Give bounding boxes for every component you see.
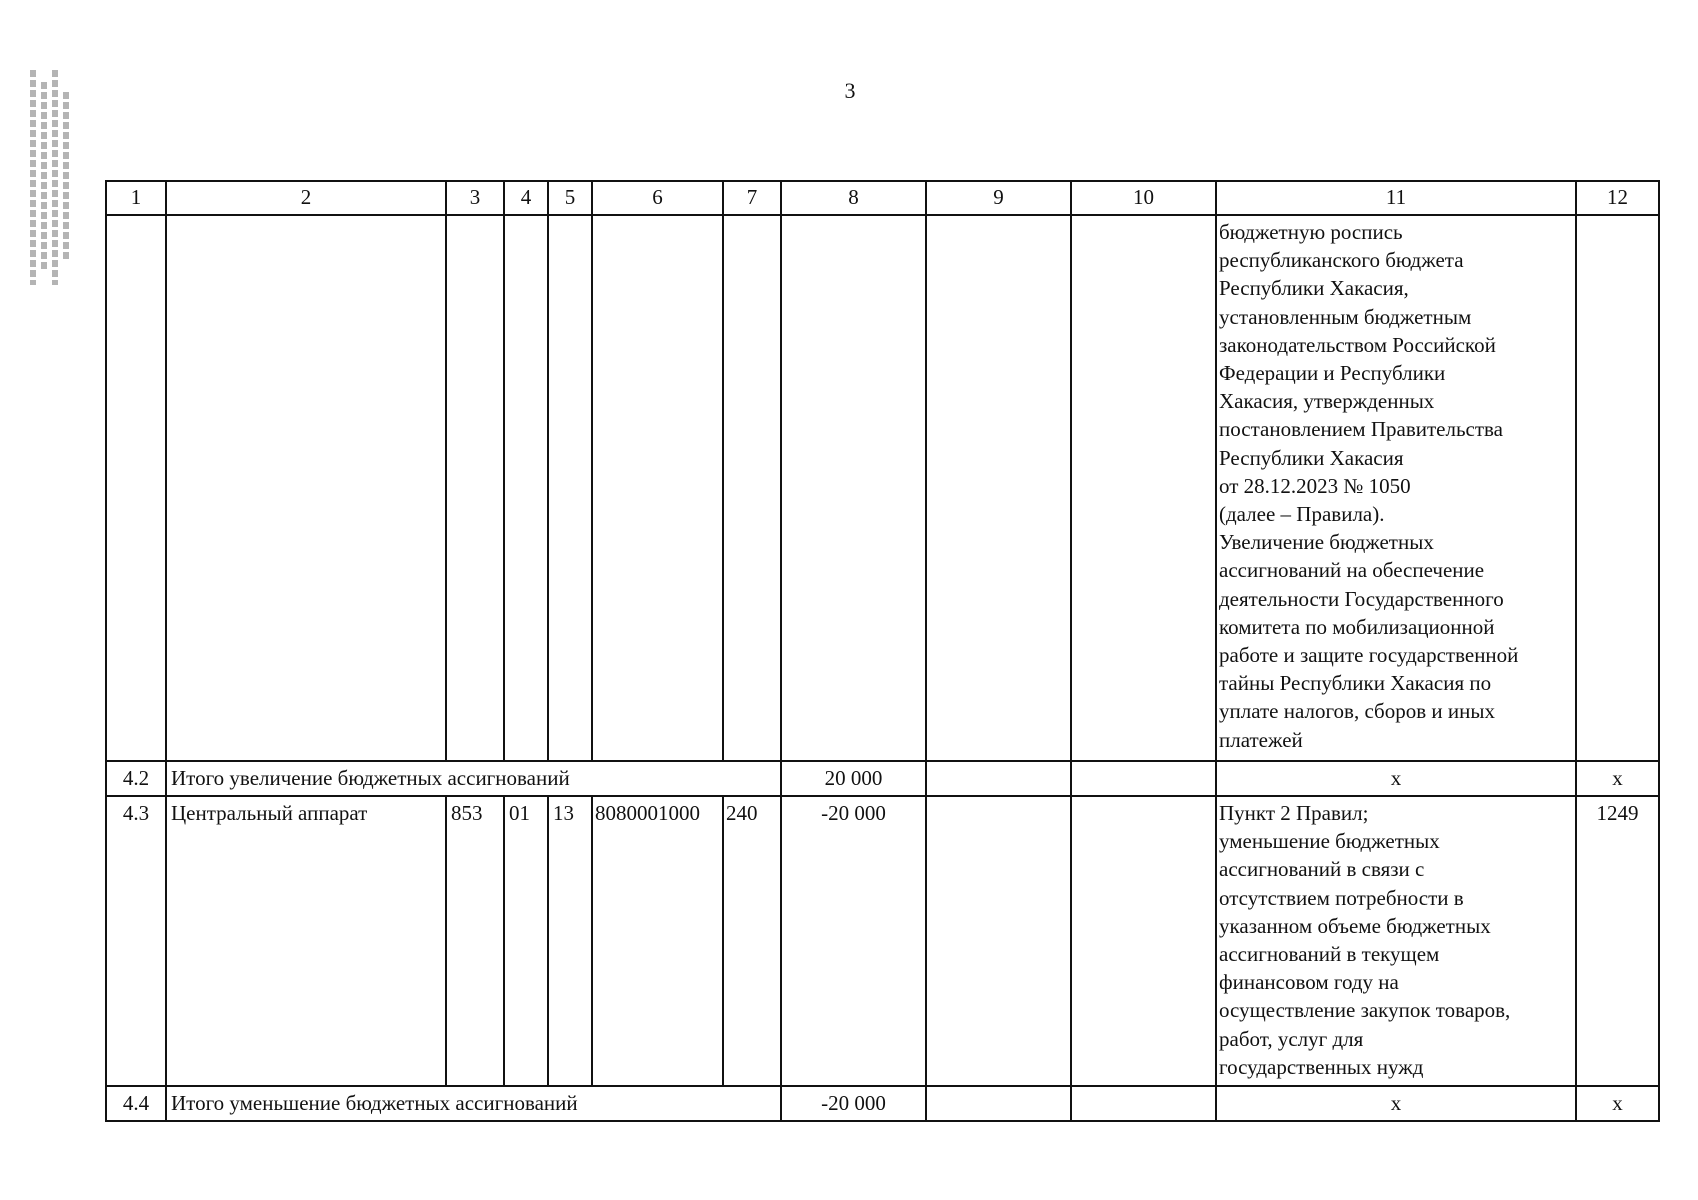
text-line: платежей <box>1219 727 1303 752</box>
text-line: ассигнований на обеспечение <box>1219 558 1485 583</box>
col-divider <box>503 180 505 760</box>
header-col-1: 1 <box>130 185 142 209</box>
text-line: законодательством Российской <box>1219 332 1496 357</box>
row-divider <box>105 1085 1660 1087</box>
header-col-4: 4 <box>520 185 532 209</box>
page-number: 3 <box>844 78 856 103</box>
header-col-9: 9 <box>993 185 1004 209</box>
col-divider <box>591 180 593 760</box>
header-col-8: 8 <box>848 185 859 209</box>
col-divider <box>722 795 724 1085</box>
col-divider <box>547 180 549 760</box>
row-divider <box>105 760 1660 762</box>
header-col-10: 10 <box>1133 185 1154 209</box>
row-4-4-label: Итого уменьшение бюджетных ассигнований <box>171 1091 578 1115</box>
row-4-2-number: 4.2 <box>122 766 150 790</box>
text-line: (далее – Правила). <box>1219 502 1385 527</box>
text-line: ассигнований в связи с <box>1219 857 1425 882</box>
text-line: работе и защите государственной <box>1219 643 1519 668</box>
text-line: тайны Республики Хакасия по <box>1219 671 1492 696</box>
text-line: указанном объеме бюджетных <box>1219 913 1491 938</box>
row-4-3-description <box>1219 799 1575 1081</box>
row-4-4-col12: x <box>1612 1091 1623 1115</box>
col-divider <box>722 180 724 760</box>
text-line: Увеличение бюджетных <box>1219 530 1434 555</box>
header-col-6: 6 <box>652 185 663 209</box>
row-4-4-number: 4.4 <box>122 1091 150 1115</box>
col-divider <box>1215 180 1217 1122</box>
text-line: республиканского бюджета <box>1219 248 1464 273</box>
table-border-right <box>1658 180 1660 1122</box>
col-divider <box>780 180 782 1122</box>
table-border-left <box>105 180 107 1122</box>
col-divider <box>165 180 167 1122</box>
text-line: от 28.12.2023 № 1050 <box>1219 473 1411 498</box>
col-divider <box>1575 180 1577 1122</box>
header-col-3: 3 <box>469 185 481 209</box>
header-divider <box>105 214 1660 216</box>
table-border-top <box>105 180 1660 182</box>
row-4-3-number: 4.3 <box>122 801 150 825</box>
text-line: уплате налогов, сборов и иных <box>1219 699 1495 724</box>
header-col-12: 12 <box>1607 185 1628 209</box>
header-col-5: 5 <box>564 185 576 209</box>
text-line: государственных нужд <box>1219 1054 1424 1079</box>
text-line: Пункт 2 Правил; <box>1219 801 1369 825</box>
text-line: Хакасия, утвержденных <box>1219 389 1435 414</box>
col-divider <box>445 795 447 1085</box>
text-line: установленным бюджетным <box>1219 304 1472 329</box>
text-line: осуществление закупок товаров, <box>1219 998 1511 1023</box>
text-line: Республики Хакасия <box>1219 445 1404 470</box>
table-border-bottom <box>105 1120 1660 1122</box>
text-line: ассигнований в текущем <box>1219 942 1440 967</box>
row-4-3-col3: 853 <box>451 801 483 825</box>
text-line: финансовом году на <box>1219 970 1399 995</box>
col-divider <box>1070 180 1072 1122</box>
budget-table <box>105 180 1660 1122</box>
side-stamp <box>30 70 88 285</box>
row-4-2-label: Итого увеличение бюджетных ассигнований <box>171 766 570 790</box>
col-divider <box>503 795 505 1085</box>
text-line: работ, услуг для <box>1219 1026 1364 1051</box>
text-line: постановлением Правительства <box>1219 417 1504 442</box>
row-4-2-amount: 20 000 <box>824 766 883 790</box>
row-4-2-col12: x <box>1612 766 1623 790</box>
row-4-3-amount: -20 000 <box>821 801 886 825</box>
row-divider <box>105 795 1660 797</box>
row-4-3-col4: 01 <box>509 801 530 825</box>
text-line: Федерации и Республики <box>1219 361 1446 386</box>
row-4-3-col12: 1249 <box>1596 801 1639 825</box>
header-col-7: 7 <box>746 185 758 209</box>
row-4-2-col11: x <box>1390 766 1402 790</box>
row-4-3-name: Центральный аппарат <box>171 801 368 825</box>
row-4-4-amount: -20 000 <box>821 1091 886 1115</box>
col-divider <box>445 180 447 760</box>
header-col-11: 11 <box>1385 185 1407 209</box>
text-line: бюджетную роспись <box>1219 220 1403 244</box>
col-divider <box>925 180 927 1122</box>
text-line: уменьшение бюджетных <box>1219 829 1440 854</box>
row-4-4-col11: x <box>1390 1091 1402 1115</box>
header-col-2: 2 <box>300 185 312 209</box>
continuation-description <box>1219 218 1575 754</box>
text-line: отсутствием потребности в <box>1219 885 1464 910</box>
row-4-3-col6: 8080001000 <box>595 801 700 825</box>
text-line: деятельности Государственного <box>1219 586 1504 611</box>
text-line: Республики Хакасия, <box>1219 276 1409 301</box>
col-divider <box>547 795 549 1085</box>
row-4-3-col5: 13 <box>553 801 574 825</box>
row-4-3-col7: 240 <box>726 801 758 825</box>
text-line: комитета по мобилизационной <box>1219 614 1495 639</box>
col-divider <box>591 795 593 1085</box>
